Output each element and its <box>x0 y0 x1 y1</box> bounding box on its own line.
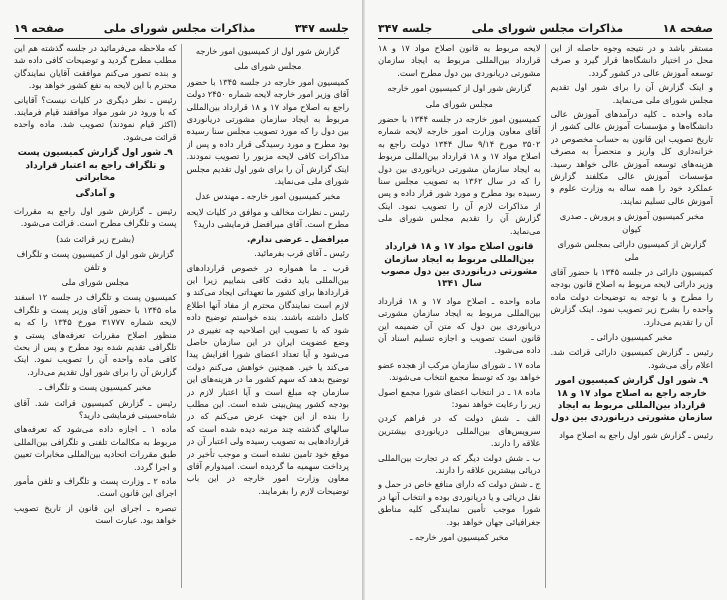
section-heading: قانون اصلاح مواد ۱۷ و ۱۸ قرارداد بین‌المللی مربوط به ایجاد سازمان مشورتی دریانوردی بین دول مصوب سال ۱۳۴۱ <box>380 242 538 290</box>
paragraph: گزارش شور اول از کمیسیون امور خارجه <box>387 83 532 94</box>
left-page-column-right <box>187 42 350 592</box>
paragraph: مخبر کمیسیون پست و تلگراف ـ <box>39 382 152 393</box>
paragraph: مجلس شورای ملی <box>61 276 129 287</box>
paragraph: ماده ۱۷ ـ شورای سازمان مرکب از هجده عضو خواهد بود که توسط مجمع انتخاب می‌شوند. <box>378 359 541 383</box>
left-page-header <box>14 18 349 39</box>
paragraph: ماده ۲ ـ وزارت پست و تلگراف و تلفن مأمور اجرای این قانون است. <box>14 476 177 499</box>
paragraph: رئیس ـ آقای قرب بفرمائید. <box>254 248 349 259</box>
paragraph: مخبر کمیسیون امور خارجه ـ مهندس عدل <box>195 191 341 202</box>
paragraph: رئیس ـ نظر دیگری در کلیات نیست؟ آقایانی که با ورود در شور مواد موافقند قیام فرمایند. (اکثر قیام نمودند) تصویب شد. ماده واحده قرائت می‌شود. <box>14 94 177 142</box>
section-heading: ۹ـ شور اول گزارش کمیسیون امور خارجه راجع به اصلاح مواد ۱۷ و ۱۸ قرارداد بین‌المللی مربوط به ایجاد سازمان مشورتی دریانوردی بین دول <box>551 376 713 424</box>
right-page-number: صفحه ۱۸ <box>662 21 713 35</box>
paragraph: کمیسیون امور خارجه در جلسه ۱۳۴۵ با حضور آقای وزیر امور خارجه لایحه شماره ۲۴۵۰ دولت راجع به اصلاح مواد ۱۷ و ۱۸ قرارداد بین‌المللی مربوط به ایجاد سازمان مشورتی دریانوردی بین دول را که مورد تصویب مجلس سنا رسیده بود مطرح و مورد رسیدگی قرار داده و پس از مذاکرات کافی لایحه مزبور را تصویب نمودند. اینک گزارش آن را برای شور اول تقدیم مجلس شورای ملی می‌نماید. <box>186 76 349 187</box>
paragraph: گزارش شور اول از کمیسیون امور خارجه <box>195 46 340 56</box>
paragraph: مخبر کمیسیون آموزش و پرورش ـ صدری کیوان <box>559 211 704 234</box>
left-page-session: جلسه ۳۴۷ <box>294 21 349 35</box>
paragraph: میرافضل ـ عرضی ندارم. <box>247 233 349 244</box>
paragraph: تبصره ـ اجرای این قانون از تاریخ تصویب خواهد بود. عبارت است <box>14 502 177 526</box>
left-page-column-left <box>14 42 177 592</box>
paragraph: ماده واحده ـ کلیه درآمدهای آموزش عالی دانشگاه‌ها و مؤسسات آموزش عالی کشور از تاریخ تصویب این قانون به حساب مخصوص در خزانه‌داری کل واریز و منحصراً به مصرف هزینه‌های توسعه آموزش عالی خواهد رسید. مؤسسات آموزش عالی مکلفند گزارش عملکرد خود را همه ساله به وزارت علوم و آموزش عالی تسلیم نمایند. <box>550 109 713 206</box>
column-divider <box>181 44 182 588</box>
paragraph: ماده واحده ـ اصلاح مواد ۱۷ و ۱۸ قرارداد بین‌المللی مربوط به ایجاد سازمان مشورتی دریانوردی بین دول که متن آن ضمیمه این قانون است تصویب و اجازه تسلیم اسناد آن داده می‌شود. <box>378 295 541 356</box>
paragraph: گزارش شور اول از کمیسیون پست و تلگراف و تلفن <box>16 249 174 272</box>
paragraph: رئیس ـ گزارش کمیسیون قرائت شد. آقای شاه‌حسینی فرمایشی دارید؟ <box>14 397 177 420</box>
column-divider <box>545 44 546 588</box>
paragraph: کمیسیون امور خارجه در جلسه ۱۳۴۴ با حضور آقای معاون وزارت امور خارجه لایحه شماره ۳۵۰۲ مورخ ۹/۱۴ سال ۱۳۴۴ دولت راجع به اصلاح مواد ۱۷ و ۱۸ قرارداد بین‌المللی مربوط به ایجاد سازمان مشورتی دریانوردی بین دول را که در سال ۱۳۶۲ به تصویب مجلس سنا رسیده بود مطرح و مورد شور قرار داده و پس از مذاکرات لازم آن را تصویب نمود. اینک گزارش آن را تقدیم مجلس شورای ملی می‌نماید. <box>378 114 541 236</box>
section-heading: ۹ـ شور اول گزارش کمیسیون پست و تلگراف راجع به اعتبار قرارداد مخابراتی <box>17 148 173 184</box>
paragraph: رئیس ـ گزارش شور اول راجع به اصلاح مواد <box>559 429 713 440</box>
paragraph: ج ـ شش دولت که دارای منافع خاص در حمل و نقل دریائی و یا دریانوردی بوده و انتخاب آنها در شورا موجب تأمین نمایندگی کلیه مناطق جغرافیائی جهان خواهد بود. <box>378 479 541 527</box>
paragraph: قرب ـ ما همواره در خصوص قراردادهای بین‌المللی باید دقت کافی بنماییم زیرا این قراردادها برای کشور ما تعهداتی ایجاد می‌کند و لازم است نمایندگان محترم از مفاد آنها اطلاع کامل داشته باشند. بنده خواستم توضیح داده شود که با تصویب این اصلاحیه چه تغییری در وضع عضویت ایران در این سازمان حاصل می‌شود و آیا تعداد اعضای شورا افزایش پیدا می‌کند یا خیر. همچنین خواهش می‌کنم دولت توضیح بدهد که سهم کشور ما در هزینه‌های این سازمان چه مبلغ است و آیا اعتبار لازم در بودجه کشور پیش‌بینی شده است. این مطلب را بنده از این جهت عرض می‌کنم که در سالهای گذشته چند مرتبه دیده شده است که قراردادهایی به تصویب رسیده ولی اعتبار آن در موقع خود تامین نشده است و موجب تأخیر در پرداخت سهمیه ما گردیده است. امیدوارم آقای معاون وزارت امور خارجه در این باب توضیحات لازم را بفرمایند. <box>186 262 349 496</box>
paragraph: کمیسیون پست و تلگراف در جلسه ۱۲ اسفند ماه ۱۳۴۵ با حضور آقای وزیر پست و تلگراف لایحه شماره ۳۱۷۷۷ مورخ ۱۳۴۵ را که به منظور اصلاح مقررات تعرفه‌های پستی و تلگرافی تقدیم شده بود مطرح و پس از بحث کافی ماده واحده آن را تصویب نمود. اینک گزارش آن را برای شور اول تقدیم می‌دارد. <box>14 292 177 377</box>
left-page-number: صفحه ۱۹ <box>14 21 65 35</box>
left-page-title: مذاکرات مجلس شورای ملی <box>103 21 256 35</box>
paragraph: مخبر کمیسیون دارائی ـ <box>591 331 673 342</box>
paragraph: ب ـ شش دولت دیگر که در تجارت بین‌المللی دریائی بیشترین علاقه را دارند. <box>378 452 541 475</box>
paragraph: ماده ۱۸ ـ در انتخاب اعضای شورا مجمع اصول زیر را رعایت خواهد نمود: <box>378 386 541 409</box>
right-page-column-left <box>378 42 541 592</box>
right-page-title: مذاکرات مجلس شورای ملی <box>471 21 624 35</box>
paragraph: مستقر باشد و در نتیجه وجوه حاصله از این محل در اختیار دانشگاه‌ها قرار گیرد و صرف توسعه آموزش عالی در کشور گردد. <box>550 43 713 78</box>
paragraph: مجلس شورای ملی <box>234 61 302 72</box>
right-page <box>364 0 727 600</box>
right-page-session: جلسه ۳۴۷ <box>378 21 433 35</box>
paragraph: ماده ۱ ـ اجازه داده می‌شود که تعرفه‌های مربوط به مکالمات تلفنی و تلگرافی بین‌المللی طبق مقررات اتحادیه بین‌المللی مخابرات تعیین و اجرا گردد. <box>14 424 177 472</box>
right-page-header <box>378 18 713 39</box>
paragraph: (بشرح زیر قرائت شد) <box>56 233 135 244</box>
paragraph: کمیسیون دارائی در جلسه ۱۳۴۵ با حضور آقای وزیر دارائی لایحه مربوط به اصلاح قانون بودجه را مطرح و با توجه به توضیحات دولت ماده واحده را بشرح زیر تصویب نمود. اینک گزارش آن را تقدیم می‌دارد. <box>550 266 713 327</box>
paragraph: که ملاحظه می‌فرمائید در جلسه گذشته هم این مطلب مطرح گردید و توضیحات کافی داده شد و بنده تصور می‌کنم موافقت آقایان نمایندگان محترم با این لایحه به نفع کشور خواهد بود. <box>14 43 177 91</box>
paragraph: الف ـ شش دولت که در فراهم کردن سرویس‌های بین‌المللی دریانوردی بیشترین علاقه را دارند. <box>378 413 541 449</box>
paragraph: مخبر کمیسیون امور خارجه ـ <box>409 532 509 543</box>
paragraph: گزارش از کمیسیون دارائی بمجلس شورای ملی <box>557 239 707 262</box>
right-page-column-right <box>551 42 714 592</box>
paragraph: رئیس ـ گزارش کمیسیون دارائی قرائت شد. اعلام رأی می‌شود. <box>550 347 713 370</box>
paragraph: لایحه مربوط به قانون اصلاح مواد ۱۷ و ۱۸ قرارداد بین‌المللی مربوط به ایجاد سازمان مشورتی دریانوردی بین دول مطرح است. <box>378 43 541 78</box>
paragraph: و اینک گزارش آن را برای شور اول تقدیم مجلس شورای ملی می‌نماید. <box>550 82 713 105</box>
paragraph: رئیس ـ گزارش شور اول راجع به مقررات پست و تلگراف مطرح است. قرائت می‌شود. <box>14 205 177 229</box>
page-gutter <box>362 0 365 600</box>
paragraph: رئیس ـ نظرات مخالف و موافق در کلیات لایحه مطرح است. آقای میرافضل فرمایشی دارید؟ <box>186 206 349 230</box>
section-heading: و آمادگی <box>75 189 116 200</box>
paragraph: مجلس شورای ملی <box>425 98 493 109</box>
